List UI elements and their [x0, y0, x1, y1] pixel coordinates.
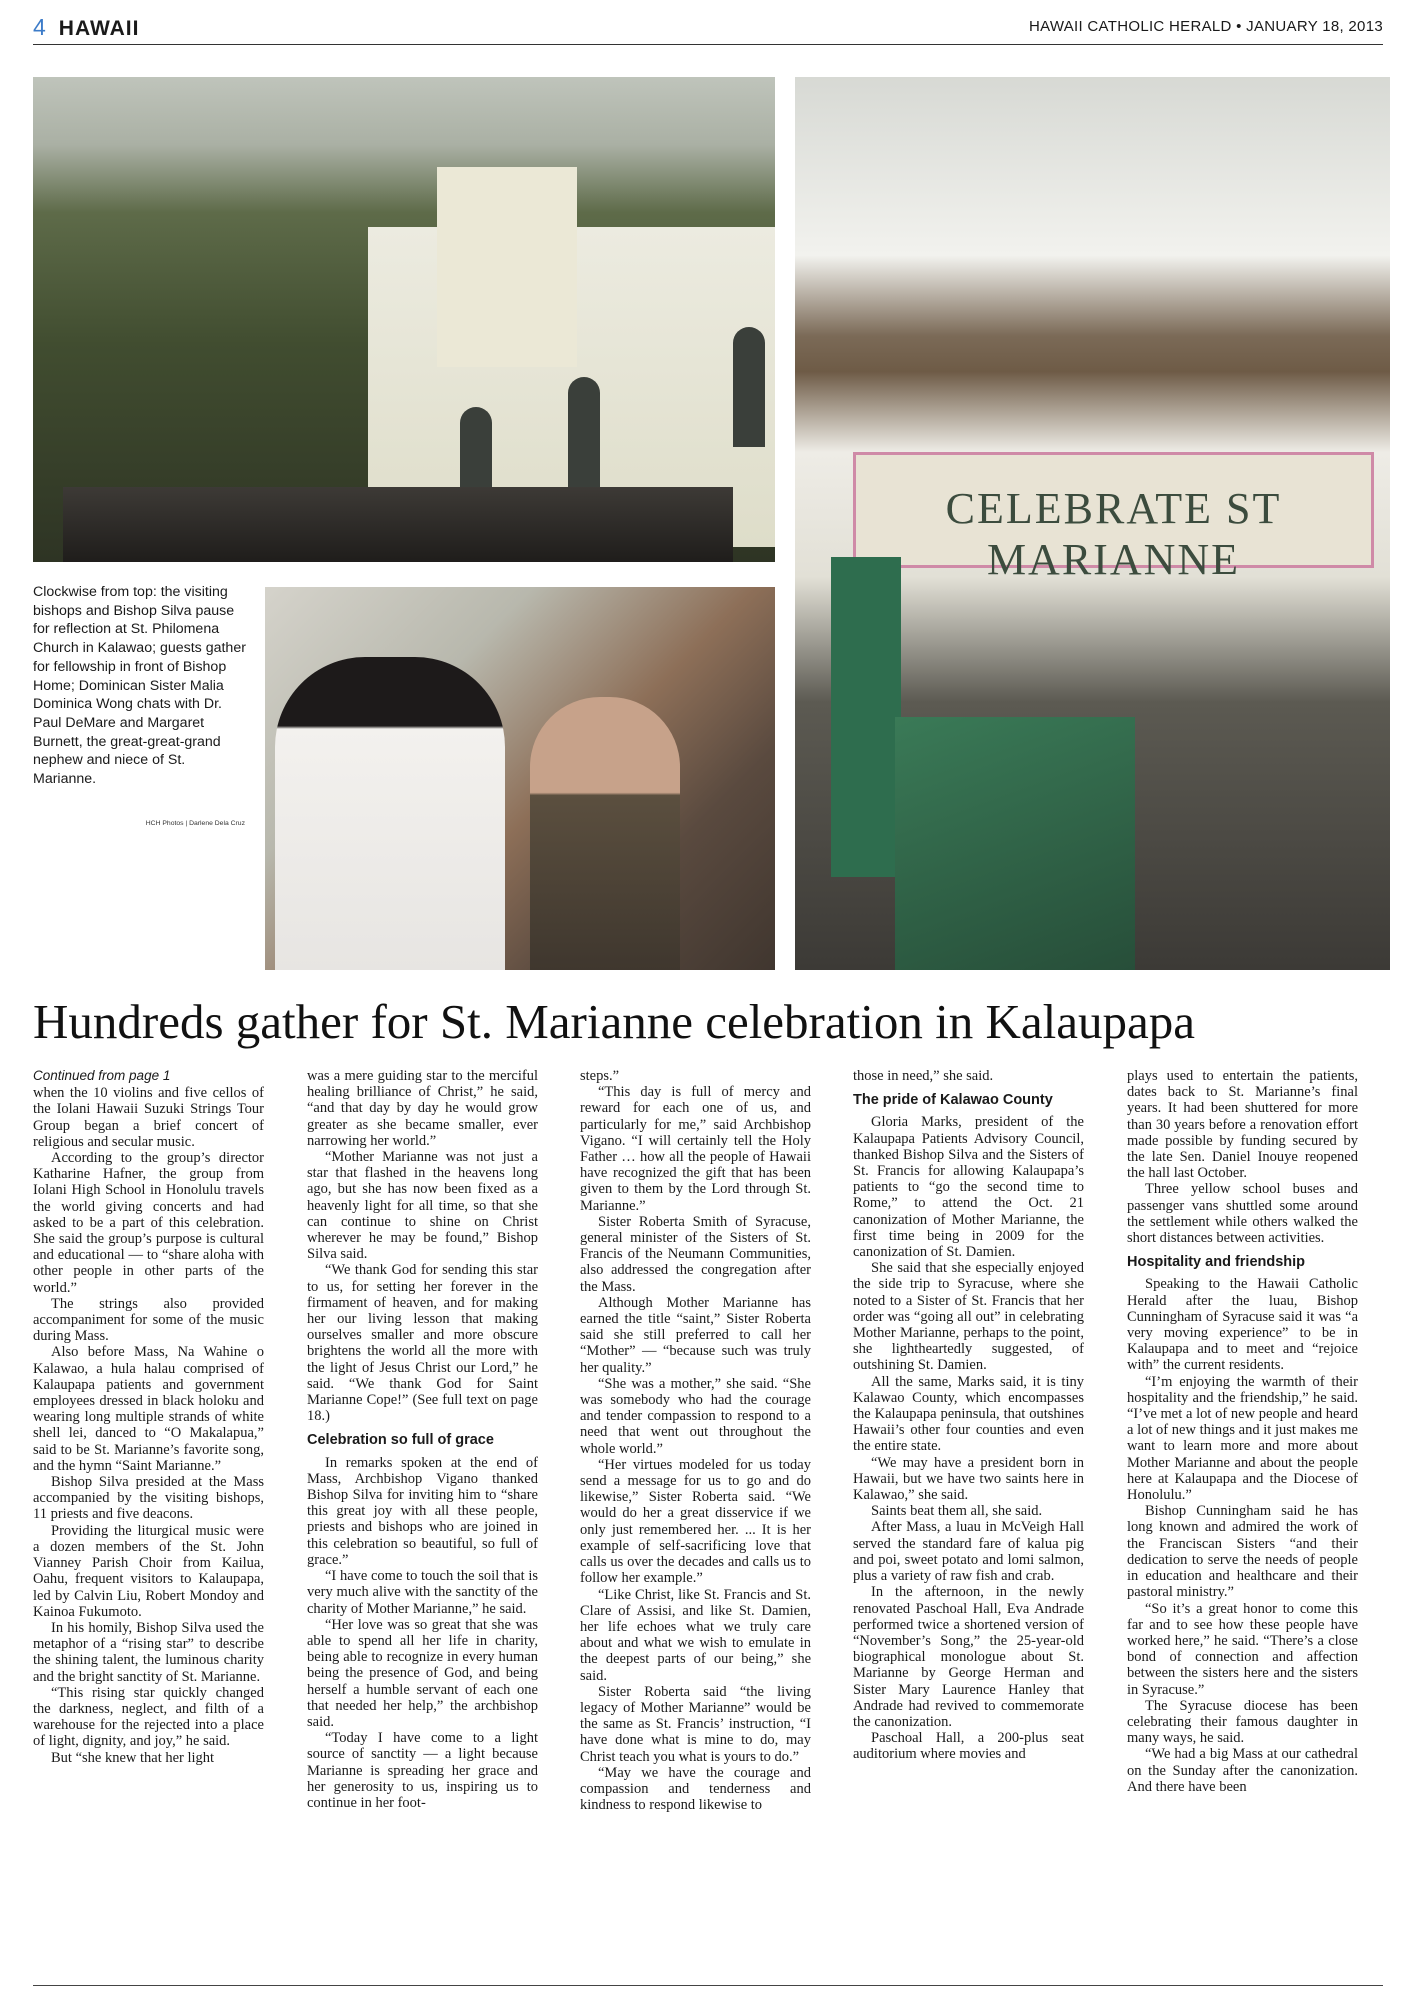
paragraph: In remarks spoken at the end of Mass, Archbishop Vigano thanked Bishop Silva for inviting him to “share this great joy with all these people, priests and bishops who are joined in this celebration so beautiful, so full of grace.”: [307, 1454, 538, 1568]
paragraph: All the same, Marks said, it is tiny Kalawao County, which encompasses the Kalaupapa peninsula, that outshines Hawaii’s other four counties and even the entire state.: [853, 1373, 1084, 1455]
paragraph: But “she knew that her light: [51, 1749, 215, 1766]
paragraph: “She was a mother,” she said. “She was somebody who had the courage and tender compassion to respond to a need that went out throughout the whole world.”: [580, 1375, 811, 1457]
paragraph: “This rising star quickly changed the darkness, neglect, and filth of a warehouse for the rejected into a place of light, dignity, and joy,” he said.: [33, 1684, 264, 1750]
paragraph: Bishop Cunningham said he has long known and admired the work of the Franciscan Sisters “and their dedication to serve the needs of people in education and healthcare and their pastoral ministry.”: [1127, 1503, 1358, 1601]
paragraph: “May we have the courage and compassion and tenderness and kindness to respond likewise to: [580, 1764, 811, 1814]
paragraph: “We had a big Mass at our cathedral on the Sunday after the canonization. And there have been: [1127, 1746, 1358, 1795]
footer-rule: [33, 1985, 1383, 1986]
publication-date: HAWAII CATHOLIC HERALD • JANUARY 18, 2013: [1028, 18, 1383, 35]
paragraph: “Like Christ, like St. Francis and St. Clare of Assisi, and like St. Damien, her life echoes what we truly care about and what we wish to emulate in the deepest parts of our being,” she said.: [580, 1586, 811, 1684]
article-column-4: [853, 1068, 1084, 1988]
photo-sister-chat: [265, 587, 775, 970]
paragraph: After Mass, a luau in McVeigh Hall served the standard fare of kalua pig and poi, sweet potato and lomi salmon, plus a variety of raw fish and crab.: [853, 1519, 1084, 1585]
page-header: [33, 12, 1383, 45]
paragraph: Sister Roberta said “the living legacy of Mother Marianne” would be the same as St. Francis’ instruction, “I have done what is mine to do, may Christ teach you what is yours to do.”: [580, 1683, 811, 1765]
paragraph: when the 10 violins and five cellos of the Iolani Hawaii Suzuki Strings Tour Group began a brief concert of religious and secular music.: [33, 1085, 264, 1150]
paragraph: “I’m enjoying the warmth of their hospitality and the friendship,” he said. “I’ve met a lot of new people and heard a lot of new things and it just makes me want to learn more and more about Mother Marianne and about the people here at Kalaupapa and the Diocese of Honolulu.”: [1127, 1373, 1358, 1504]
article-column-5: [1127, 1068, 1358, 1988]
paragraph: “So it’s a great honor to come this far and to see how these people have worked here,” he said. “There’s a close bond of connection and affection between the sisters here and the sisters in Syracuse.”: [1127, 1600, 1358, 1698]
article-column-3: [580, 1068, 811, 1988]
photo-bishops-church: [33, 77, 775, 562]
paragraph: was a mere guiding star to the merciful healing brilliance of Christ,” he said, “and that day by day he would grow greater as she became smaller, ever narrowing her world.”: [307, 1068, 538, 1149]
green-stairs: [895, 717, 1135, 970]
section-name: HAWAII: [58, 17, 140, 40]
paragraph: plays used to entertain the patients, dates back to St. Marianne’s final years. It had been shuttered for more than 30 years before a renovation effort made possible by funding secured by the late Sen. Daniel Inouye reopened the hall last October.: [1127, 1068, 1358, 1182]
paragraph: Bishop Silva presided at the Mass accompanied by the visiting bishops, 11 priests and five deacons.: [33, 1474, 264, 1523]
page-number: 4: [33, 14, 47, 40]
paragraph: She said that she especially enjoyed the side trip to Syracuse, where she noted to a Sister of St. Francis that her order was “going all out” in celebrating Mother Marianne, perhaps to the point, she lightheartedly suggested, of outshining St. Damien.: [853, 1260, 1084, 1374]
photo-caption: Clockwise from top: the visiting bishops and Bishop Silva pause for reflection at St. Philomena Church in Kalawao; guests gather for fellowship in front of Bishop Home; Dominican Sister Malia Dominica Wong chats with Dr. Paul DeMare and Margaret Burnett, the great-great-grand nephew and niece of St. Marianne.: [33, 584, 246, 788]
paragraph: those in need,” she said.: [853, 1068, 994, 1084]
continued-line: Continued from page 1: [33, 1068, 171, 1083]
paragraph: “Today I have come to a light source of sanctity — a light because Marianne is spreading her grace and her generosity to us, inspiring us to continue in her foot-: [307, 1730, 538, 1811]
paragraph: “I have come to touch the soil that is very much alive with the sanctity of the charity of Mother Marianne,” he said.: [307, 1568, 538, 1617]
paragraph: Three yellow school buses and passenger vans shuttled some around the settlement while others walked the short distances between activities.: [1127, 1181, 1358, 1247]
paragraph: Although Mother Marianne has earned the title “saint,” Sister Roberta said she still preferred to call her “Mother” — “because such was truly her quality.”: [580, 1294, 811, 1376]
paragraph: “We may have a president born in Hawaii, but we have two saints here in Kalawao,” she said.: [853, 1454, 1084, 1504]
paragraph: “Mother Marianne was not just a star that flashed in the heavens long ago, but she has now been fixed as a heavenly light for all time, so that she can continue to shine on Christ wherever he may be found,” Bishop Silva said.: [307, 1149, 538, 1263]
guest-figure: [530, 697, 680, 970]
section-label: [33, 14, 139, 41]
paragraph: The Syracuse diocese has been celebrating their famous daughter in many ways, he said.: [1127, 1697, 1358, 1747]
church-tower: [437, 167, 577, 367]
article-headline: Hundreds gather for St. Marianne celebration in Kalaupapa: [33, 994, 1195, 1049]
subhead: Celebration so full of grace: [307, 1432, 494, 1449]
church-window: [733, 327, 765, 447]
photo-bishop-home: [795, 77, 1390, 970]
paragraph: “Her virtues modeled for us today send a message for us to go and do likewise,” Sister Roberta said. “We would do her a great disservice if we only just remembered her. ... It is her example of self-sacrificing love that calls us over the decades and calls us to follow her example.”: [580, 1456, 811, 1587]
paragraph: Providing the liturgical music were a dozen members of the St. John Vianney Parish Choir from Kailua, Oahu, frequent visitors to Kalaupapa, led by Calvin Liu, Robert Mondoy and Kainoa Fukumoto.: [33, 1522, 264, 1620]
sister-figure: [275, 657, 505, 970]
paragraph: Also before Mass, Na Wahine o Kalawao, a hula halau comprised of Kalaupapa patients and government employees dressed in black holoku and wearing long multiple strands of white shell lei, danced to “O Makalapua,” said to be St. Marianne’s favorite song, and the hymn “Saint Marianne.”: [33, 1344, 264, 1474]
paragraph: “This day is full of mercy and reward for each one of us, and particularly for me,” said Archbishop Vigano. “I will certainly tell the Holy Father … how all the people of Hawaii have recognized the gift that has been given to them by the Lord through St. Marianne.”: [580, 1084, 811, 1214]
paragraph: The strings also provided accompaniment for some of the music during Mass.: [33, 1295, 264, 1345]
photo-credit: HCH Photos | Darlene Dela Cruz: [145, 820, 245, 827]
paragraph: According to the group’s director Katharine Hafner, the group from Iolani High School in Honolulu travels the world giving concerts and had asked to be a part of this celebration. She said the group’s purpose is cultural and educational — to “share aloha with other people in other parts of the world.”: [33, 1150, 264, 1296]
article-column-2: [307, 1068, 538, 1988]
celebrate-banner: [853, 452, 1374, 584]
green-door: [831, 557, 901, 877]
banner-text: CELEBRATE ST MARIANNE: [945, 484, 1282, 584]
church-window: [568, 377, 600, 497]
subhead: Hospitality and friendship: [1127, 1254, 1306, 1271]
paragraph: Gloria Marks, president of the Kalaupapa Patients Advisory Council, thanked Bishop Silva and the Sisters of St. Francis for allowing Kalaupapa’s patients to “go the second time to Rome,” to attend the Oct. 21 canonization of Mother Marianne, the first time being in 2009 for the canonization of St. Damien.: [853, 1114, 1084, 1261]
paragraph: Speaking to the Hawaii Catholic Herald after the luau, Bishop Cunningham of Syracuse said it was “a very moving experience” to be in Kalaupapa and to meet and “rejoice with” the current residents.: [1127, 1276, 1358, 1374]
bishops-group: [63, 487, 733, 562]
paragraph: In his homily, Bishop Silva used the metaphor of a “rising star” to describe the shining talent, the luminous charity and the bright sanctity of St. Marianne.: [33, 1619, 264, 1685]
subhead: The pride of Kalawao County: [853, 1092, 1053, 1109]
paragraph: “Her love was so great that she was able to spend all her life in charity, being able to recognize in every human being the presence of God, and being herself a humble servant of each one that needed her help,” the archbishop said.: [307, 1616, 538, 1730]
paragraph: Paschoal Hall, a 200-plus seat auditorium where movies and: [853, 1730, 1084, 1763]
paragraph: Saints beat them all, she said.: [871, 1503, 1043, 1520]
paragraph: steps.”: [580, 1068, 620, 1084]
paragraph: In the afternoon, in the newly renovated Paschoal Hall, Eva Andrade performed twice a shortened version of “November’s Song,” the 25-year-old biographical monologue about St. Marianne by George Herman and Sister Mary Laurence Hanley that Andrade had revived to commemorate the canonization.: [853, 1584, 1084, 1730]
paragraph: Sister Roberta Smith of Syracuse, general minister of the Sisters of St. Francis of the Neumann Communities, also addressed the congregation after the Mass.: [580, 1213, 811, 1295]
article-column-1: [33, 1068, 264, 1988]
paragraph: “We thank God for sending this star to us, for setting her forever in the firmament of heaven, and for making her our living lesson that making ourselves smaller and more obscure brightens the world all the more with the light of Jesus Christ our Lord,” he said. “We thank God for Saint Marianne Cope!” (See full text on page 18.): [307, 1262, 538, 1425]
